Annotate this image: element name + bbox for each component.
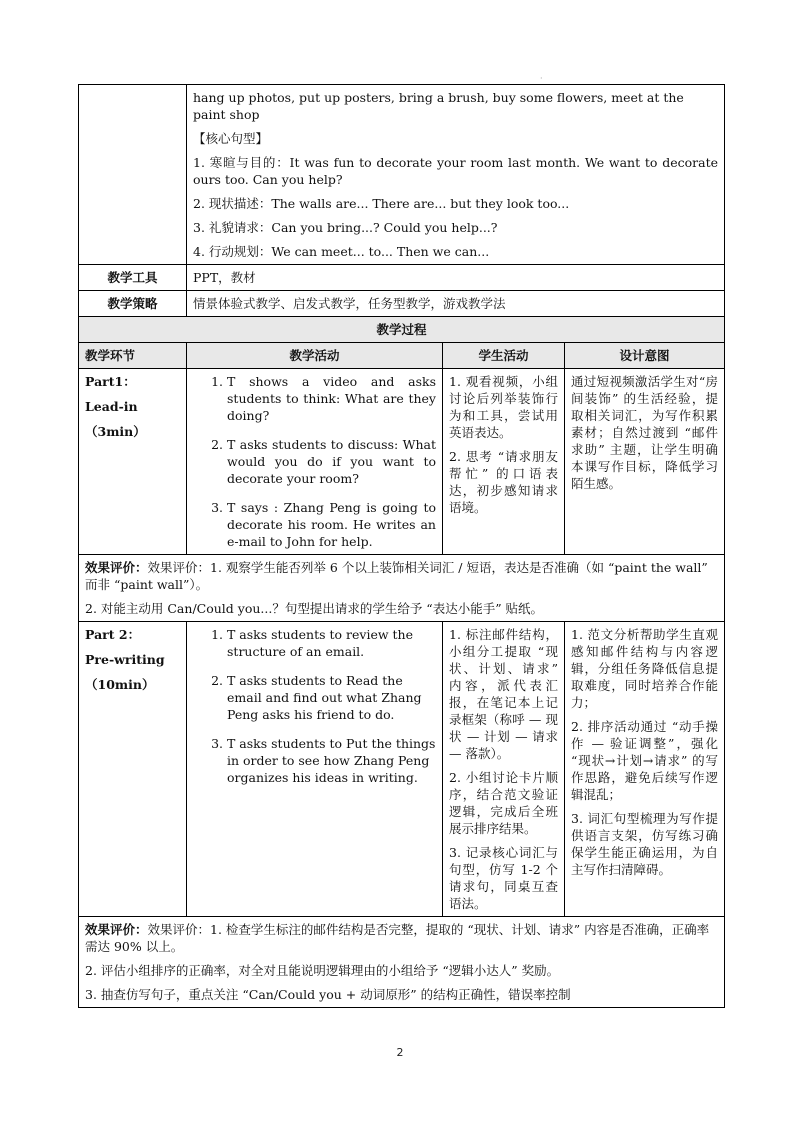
- core-sentence-1: 1. 寒暄与目的：It was fun to decorate your room last month. We want to decorate ours too. Can you help?: [193, 155, 718, 187]
- part2-eval-label: 效果评价：: [85, 922, 148, 937]
- part2-eval-text-1: 效果评价：1. 检查学生标注的邮件结构是否完整，提取的 “现状、计划、请求” 内容是否准确，正确率需达 90% 以上。: [85, 922, 710, 954]
- part2-student-3: 3. 记录核心词汇与句型，仿写 1-2 个请求句，同桌互查语法。: [449, 845, 558, 911]
- part1-student-1: 1. 观看视频，小组讨论后列举装饰行为和工具，尝试用英语表达。: [449, 374, 558, 440]
- part2-name: Pre-writing: [85, 652, 165, 667]
- part1-time: （3min）: [85, 424, 146, 439]
- part2-time: （10min）: [85, 677, 155, 692]
- part1-row: [79, 369, 725, 555]
- core-sentences-heading: 【核心句型】: [193, 131, 269, 146]
- part1-eval-text-1: 效果评价：1. 观察学生能否列举 6 个以上装饰相关词汇 / 短语，表达是否准确（如 “paint the wall” 而非 “paint wall”）。: [85, 560, 708, 592]
- lesson-plan-table: [78, 84, 725, 1008]
- strategy-value: 情景体验式教学、启发式教学，任务型教学，游戏教学法: [187, 291, 725, 317]
- part1-stage-cell: [79, 369, 187, 555]
- part2-eval-line-2: 2. 评估小组排序的正确率，对全对且能说明逻辑理由的小组给予 “逻辑小达人” 奖励。: [85, 963, 560, 978]
- part2-teacher-activity: [187, 622, 443, 917]
- part2-student-2: 2. 小组讨论卡片顺序，结合范文验证逻辑，完成后全班展示排序结果。: [449, 770, 558, 836]
- core-sentence-4: 4. 行动规划：We can meet... to... Then we can...: [193, 244, 490, 259]
- part1-intent: 通过短视频激活学生对“房间装饰” 的生活经验，提取相关词汇，为写作积累素材；自然过渡到 “邮件求助” 主题，让学生明确本课写作目标，降低学习陌生感。: [571, 374, 718, 491]
- part2-row: [79, 622, 725, 917]
- tools-row: [79, 265, 725, 291]
- part1-name: Lead-in: [85, 399, 138, 414]
- header-stage: 教学环节: [79, 343, 187, 369]
- part2-activity-1: 1. T asks students to review the structure of an email.: [227, 626, 436, 660]
- part2-student-activity: [443, 622, 565, 917]
- part1-design-intent: [565, 369, 725, 555]
- core-content-cell: [187, 85, 725, 265]
- header-design-intent: 设计意图: [565, 343, 725, 369]
- part2-student-1: 1. 标注邮件结构，小组分工提取 “现状、计划、请求” 内容，派代表汇报，在笔记本上记录框架（称呼 — 现状 — 计划 — 请求 — 落款）。: [449, 627, 558, 761]
- process-title-row: [79, 317, 725, 343]
- part2-intent-1: 1. 范文分析帮助学生直观感知邮件结构与内容逻辑，分组任务降低信息提取难度，同时培养合作能力；: [571, 627, 718, 710]
- part2-intent-3: 3. 词汇句型梳理为写作提供语言支架，仿写练习确保学生能正确运用，为自主写作扫清障碍。: [571, 811, 718, 877]
- strategy-label: 教学策略: [79, 291, 187, 317]
- part2-design-intent: [565, 622, 725, 917]
- part2-title: Part 2：: [85, 627, 141, 642]
- part1-eval-label: 效果评价：: [85, 560, 148, 575]
- part1-eval-cell: [79, 555, 725, 622]
- part2-eval-line-3: 3. 抽查仿写句子，重点关注 “Can/Could you + 动词原形” 的结构正确性，错误率控制: [85, 987, 571, 1002]
- scan-mark: ·: [540, 74, 543, 83]
- part1-teacher-activity: [187, 369, 443, 555]
- header-teacher-activity: 教学活动: [187, 343, 443, 369]
- blank-label-cell: [79, 85, 187, 265]
- part2-intent-2: 2. 排序活动通过 “动手操作 — 验证调整”，强化 “现状→计划→请求” 的写作思路，避免后续写作逻辑混乱；: [571, 719, 718, 802]
- part1-student-activity: [443, 369, 565, 555]
- part1-eval-line-1: [85, 559, 718, 593]
- part2-eval-row: [79, 917, 725, 1008]
- strategy-row: [79, 291, 725, 317]
- header-student-activity: 学生活动: [443, 343, 565, 369]
- key-phrases: hang up photos, put up posters, bring a brush, buy some flowers, meet at the paint shop: [193, 90, 684, 122]
- part1-eval-line-2: 2. 对能主动用 Can/Could you...？句型提出请求的学生给予 “表达小能手” 贴纸。: [85, 601, 544, 616]
- core-sentence-3: 3. 礼貌请求：Can you bring...? Could you help...?: [193, 220, 498, 235]
- part2-stage-cell: [79, 622, 187, 917]
- part1-activity-1: 1. T shows a video and asks students to think: What are they doing?: [227, 373, 436, 424]
- core-content-row: [79, 85, 725, 265]
- part1-student-2: 2. 思考 “请求朋友帮忙” 的口语表达，初步感知请求语境。: [449, 449, 558, 515]
- tools-value: PPT，教材: [187, 265, 725, 291]
- page-number: 2: [396, 1046, 404, 1059]
- part1-activity-3: 3. T says : Zhang Peng is going to decorate his room. He writes an e-mail to John for help.: [227, 499, 436, 550]
- part2-activity-2: 2. T asks students to Read the email and find out what Zhang Peng asks his friend to do.: [227, 672, 436, 723]
- core-sentence-2: 2. 现状描述：The walls are... There are... but they look too...: [193, 196, 570, 211]
- process-title: 教学过程: [79, 317, 725, 343]
- tools-label: 教学工具: [79, 265, 187, 291]
- part1-activity-2: 2. T asks students to discuss: What would you do if you want to decorate your room?: [227, 436, 436, 487]
- part2-eval-cell: [79, 917, 725, 1008]
- part2-activity-3: 3. T asks students to Put the things in order to see how Zhang Peng organizes his ideas in writing.: [227, 735, 436, 786]
- part1-eval-row: [79, 555, 725, 622]
- part1-title: Part1：: [85, 374, 136, 389]
- part2-eval-line-1: [85, 921, 718, 955]
- column-header-row: [79, 343, 725, 369]
